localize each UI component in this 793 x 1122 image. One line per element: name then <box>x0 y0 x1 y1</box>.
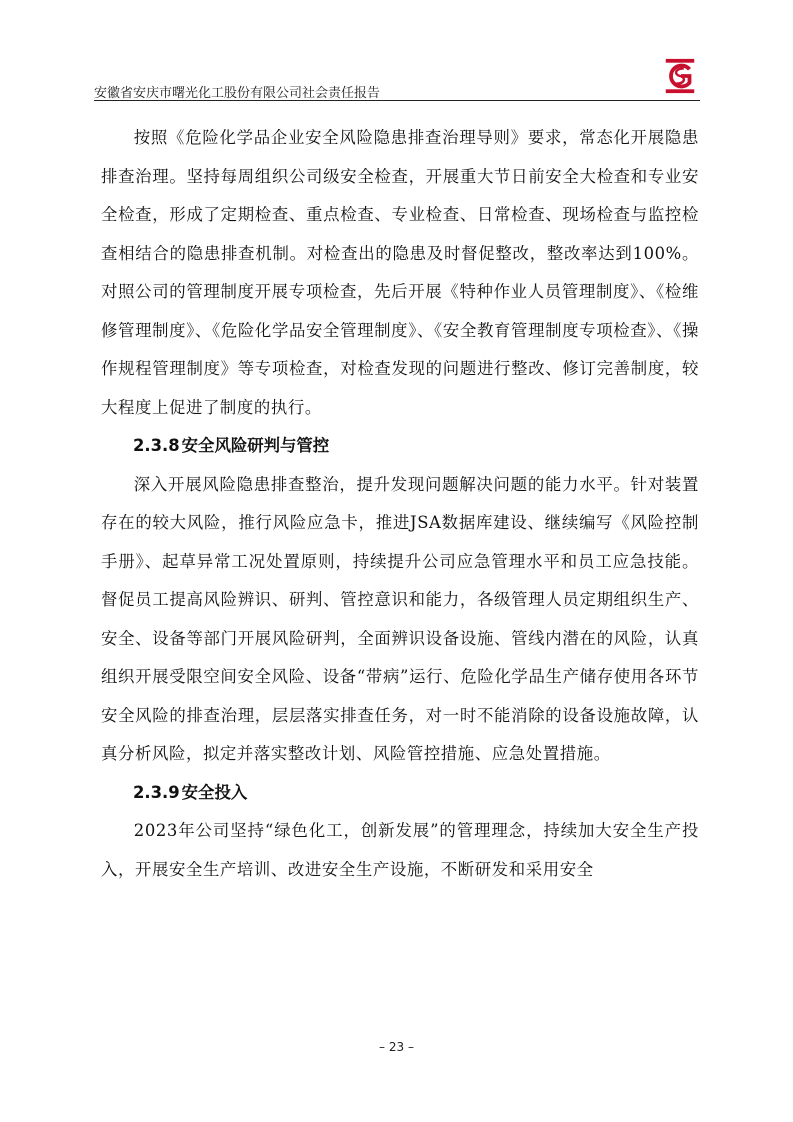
paragraph-safety-investment: 2023年公司坚持“绿色化工，创新发展”的管理理念，持续加大安全生产投入，开展安全生产培训、改进安全生产设施，不断研发和采用安全 <box>101 821 699 879</box>
report-header-title: 安徽省安庆市曙光化工股份有限公司社会责任报告 <box>94 86 381 101</box>
document-body <box>101 119 699 889</box>
paragraph-risk-assessment: 深入开展风险隐患排查整治，提升发现问题解决问题的能力水平。针对装置存在的较大风险，推行风险应急卡，推进JSA数据库建设、继续编写《风险控制手册》、起草异常工况处置原则，持续提升公司应急管理水平和员工应急技能。督促员工提高风险辨识、研判、管控意识和能力，各级管理人员定期组织生产、安全、设备等部门开展风险研判，全面辨识设备设施、管线内潜在的风险，认真组织开展受限空间安全风险、设备“带病”运行、危险化学品生产储存使用各环节安全风险的排查治理，层层落实排查任务，对一时不能消除的设备设施故障，认真分析风险，拟定并落实整改计划、风险管控措施、应急处置措施。 <box>101 474 699 763</box>
page-number: – 23 – <box>379 1040 414 1054</box>
header-divider <box>94 100 700 101</box>
section-number: 2.3.8 <box>133 436 180 455</box>
section-heading-2-3-8 <box>101 427 699 466</box>
section-number: 2.3.9 <box>133 782 180 802</box>
section-title: 安全风险研判与管控 <box>181 436 330 455</box>
company-logo-sg-icon <box>661 57 699 95</box>
section-heading-2-3-9 <box>101 774 699 813</box>
paragraph-hazard-inspection: 按照《危险化学品企业安全风险隐患排查治理导则》要求，常态化开展隐患排查治理。坚持每周组织公司级安全检查，开展重大节日前安全大检查和专业安全检查，形成了定期检查、重点检查、专业检查、日常检查、现场检查与监控检查相结合的隐患排查机制。对检查出的隐患及时督促整改，整改率达到100%。对照公司的管理制度开展专项检查，先后开展《特种作业人员管理制度》、《检维修管理制度》、《危险化学品安全管理制度》、《安全教育管理制度专项检查》、《操作规程管理制度》等专项检查，对检查发现的问题进行整改、修订完善制度，较大程度上促进了制度的执行。 <box>101 128 699 417</box>
section-title: 安全投入 <box>181 782 248 802</box>
